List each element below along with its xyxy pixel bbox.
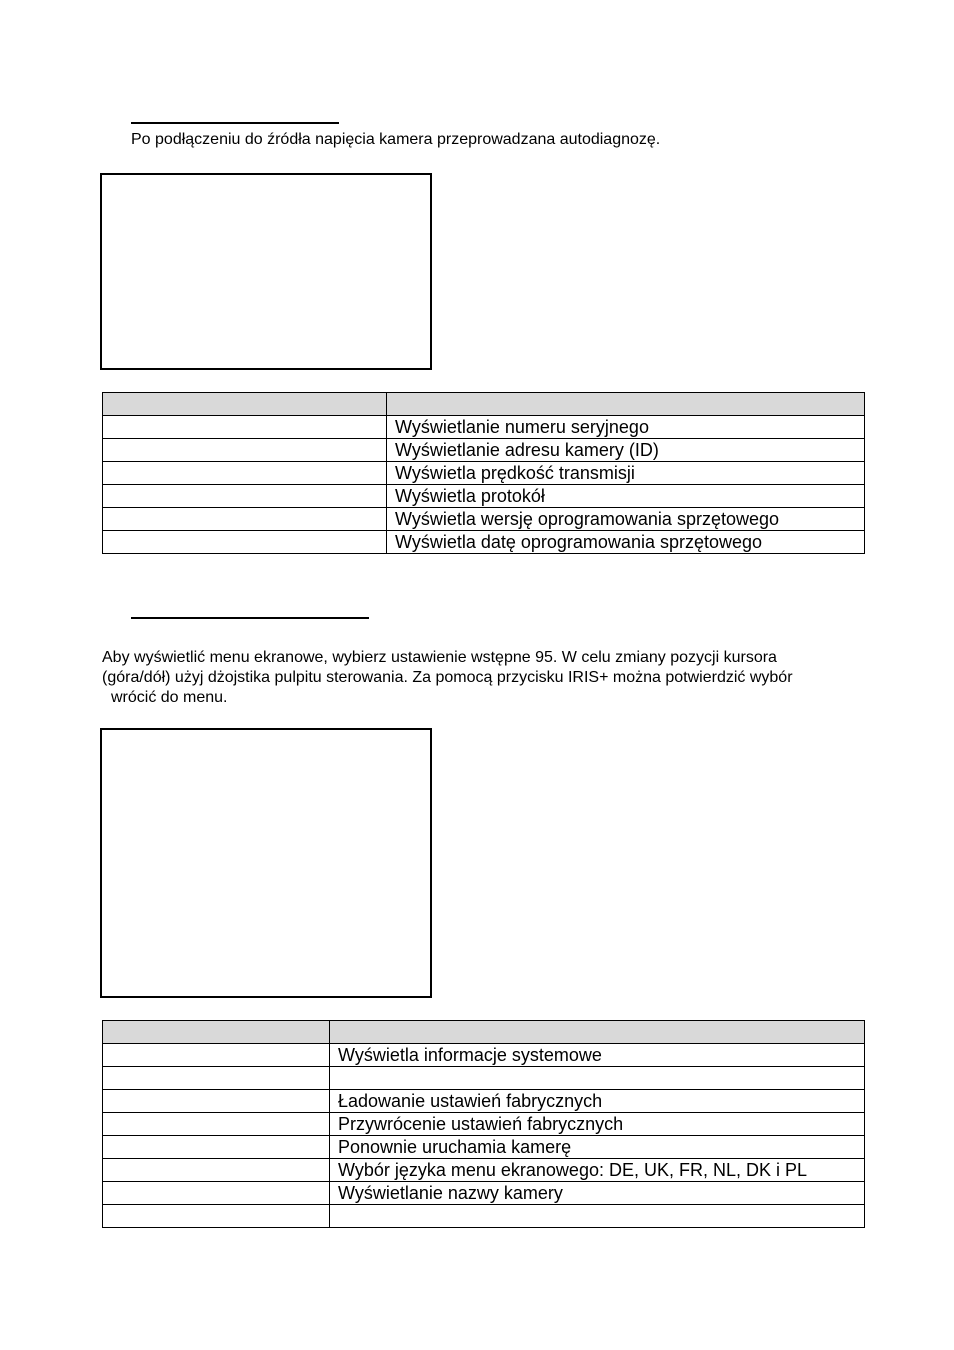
table-header-cell — [103, 393, 387, 416]
section2-intro-line: wrócić do menu. — [111, 689, 228, 706]
table-cell: Wyświetla protokół — [387, 485, 865, 508]
osd-menu-table — [102, 1020, 865, 1228]
table-cell: Wyświetlanie numeru seryjnego — [387, 416, 865, 439]
table-cell: Wybór języka menu ekranowego: DE, UK, FR, NL, DK i PL — [330, 1159, 865, 1182]
table-cell — [103, 531, 387, 554]
osd-menu-screen-box — [100, 728, 432, 998]
table-header-cell — [103, 1021, 330, 1044]
table-cell: Przywrócenie ustawień fabrycznych — [330, 1113, 865, 1136]
table-cell — [103, 1113, 330, 1136]
table-cell — [330, 1205, 865, 1228]
section2-intro-line: Aby wyświetlić menu ekranowe, wybierz ustawienie wstępne 95. W celu zmiany pozycji kursora — [102, 649, 777, 666]
table-row — [103, 1205, 865, 1228]
table-cell: Ponownie uruchamia kamerę — [330, 1136, 865, 1159]
table-row — [103, 508, 865, 531]
table-row — [103, 1136, 865, 1159]
self-test-table — [102, 392, 865, 554]
section2-heading-rule — [131, 617, 369, 619]
table-cell — [103, 1182, 330, 1205]
table-cell — [103, 1067, 330, 1090]
table-row — [103, 1090, 865, 1113]
table-cell: Ładowanie ustawień fabrycznych — [330, 1090, 865, 1113]
table-row — [103, 531, 865, 554]
section1-intro: Po podłączeniu do źródła napięcia kamera przeprowadzana autodiagnozę. — [131, 131, 661, 148]
table-cell — [330, 1067, 865, 1090]
table-cell — [103, 1044, 330, 1067]
table-row — [103, 416, 865, 439]
table-cell — [103, 1205, 330, 1228]
table-cell: Wyświetlanie adresu kamery (ID) — [387, 439, 865, 462]
section2-intro-line: (góra/dół) użyj dżojstika pulpitu sterowania. Za pomocą przycisku IRIS+ można potwierdzić wybór — [102, 669, 793, 686]
table-cell — [103, 439, 387, 462]
self-test-screen-box — [100, 173, 432, 370]
table-row — [103, 1159, 865, 1182]
table-header-row — [103, 393, 865, 416]
table-cell: Wyświetla informacje systemowe — [330, 1044, 865, 1067]
table-cell — [103, 485, 387, 508]
table-cell — [103, 1090, 330, 1113]
table-cell — [103, 462, 387, 485]
table-cell: Wyświetla wersję oprogramowania sprzętowego — [387, 508, 865, 531]
table-cell — [103, 1136, 330, 1159]
table-header-cell — [387, 393, 865, 416]
table-row — [103, 1113, 865, 1136]
table-row — [103, 1182, 865, 1205]
table-cell — [103, 416, 387, 439]
table-row — [103, 439, 865, 462]
table-row — [103, 1044, 865, 1067]
table-cell — [103, 508, 387, 531]
table-cell — [103, 1159, 330, 1182]
table-row — [103, 1067, 865, 1090]
section1-heading-rule — [131, 122, 339, 124]
table-cell: Wyświetlanie nazwy kamery — [330, 1182, 865, 1205]
table-cell: Wyświetla prędkość transmisji — [387, 462, 865, 485]
table-cell: Wyświetla datę oprogramowania sprzętowego — [387, 531, 865, 554]
table-header-cell — [330, 1021, 865, 1044]
table-row — [103, 462, 865, 485]
table-header-row — [103, 1021, 865, 1044]
table-row — [103, 485, 865, 508]
